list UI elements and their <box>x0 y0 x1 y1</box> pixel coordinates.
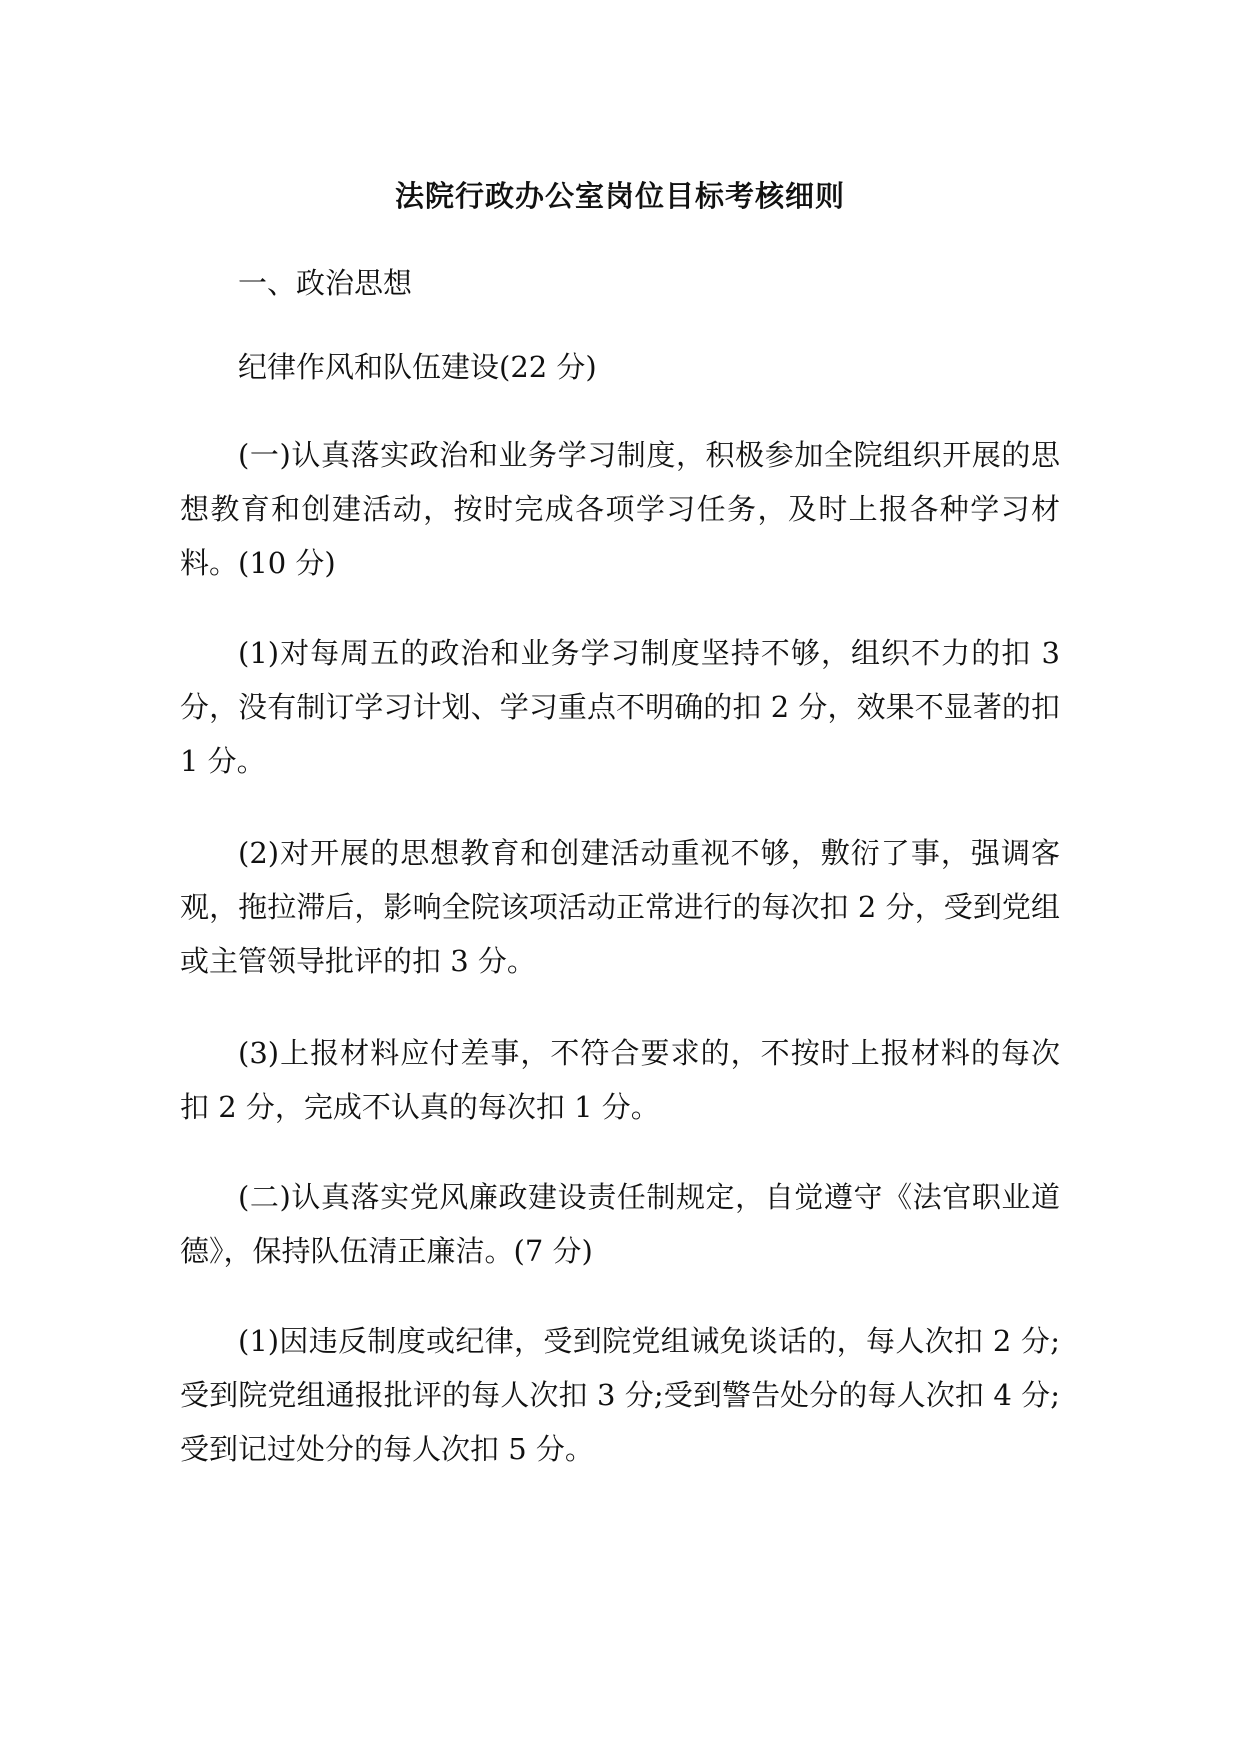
section-subheading-discipline: 纪律作风和队伍建设(22 分) <box>238 350 597 384</box>
clause-1-item-1: (1)对每周五的政治和业务学习制度坚持不够，组织不力的扣 3 分，没有制订学习计划、学习重点不明确的扣 2 分，效果不显著的扣 1 分。 <box>180 636 1060 778</box>
section-heading-political-thought: 一、政治思想 <box>238 266 413 300</box>
clause-2-integrity: (二)认真落实党风廉政建设责任制规定，自觉遵守《法官职业道德》，保持队伍清正廉洁。(7 分) <box>180 1180 1060 1268</box>
clause-1-item-3: (3)上报材料应付差事，不符合要求的，不按时上报材料的每次扣 2 分，完成不认真的每次扣 1 分。 <box>180 1036 1060 1124</box>
clause-2-item-1: (1)因违反制度或纪律，受到院党组诫免谈话的，每人次扣 2 分;受到院党组通报批评的每人次扣 3 分;受到警告处分的每人次扣 4 分;受到记过处分的每人次扣 5 分。 <box>180 1324 1060 1466</box>
clause-1-study-system: (一)认真落实政治和业务学习制度，积极参加全院组织开展的思想教育和创建活动，按时完成各项学习任务，及时上报各种学习材料。(10 分) <box>180 438 1060 580</box>
document-title: 法院行政办公室岗位目标考核细则 <box>394 179 845 213</box>
clause-1-item-2: (2)对开展的思想教育和创建活动重视不够，敷衍了事，强调客观，拖拉滞后，影响全院该项活动正常进行的每次扣 2 分，受到党组或主管领导批评的扣 3 分。 <box>180 836 1060 978</box>
